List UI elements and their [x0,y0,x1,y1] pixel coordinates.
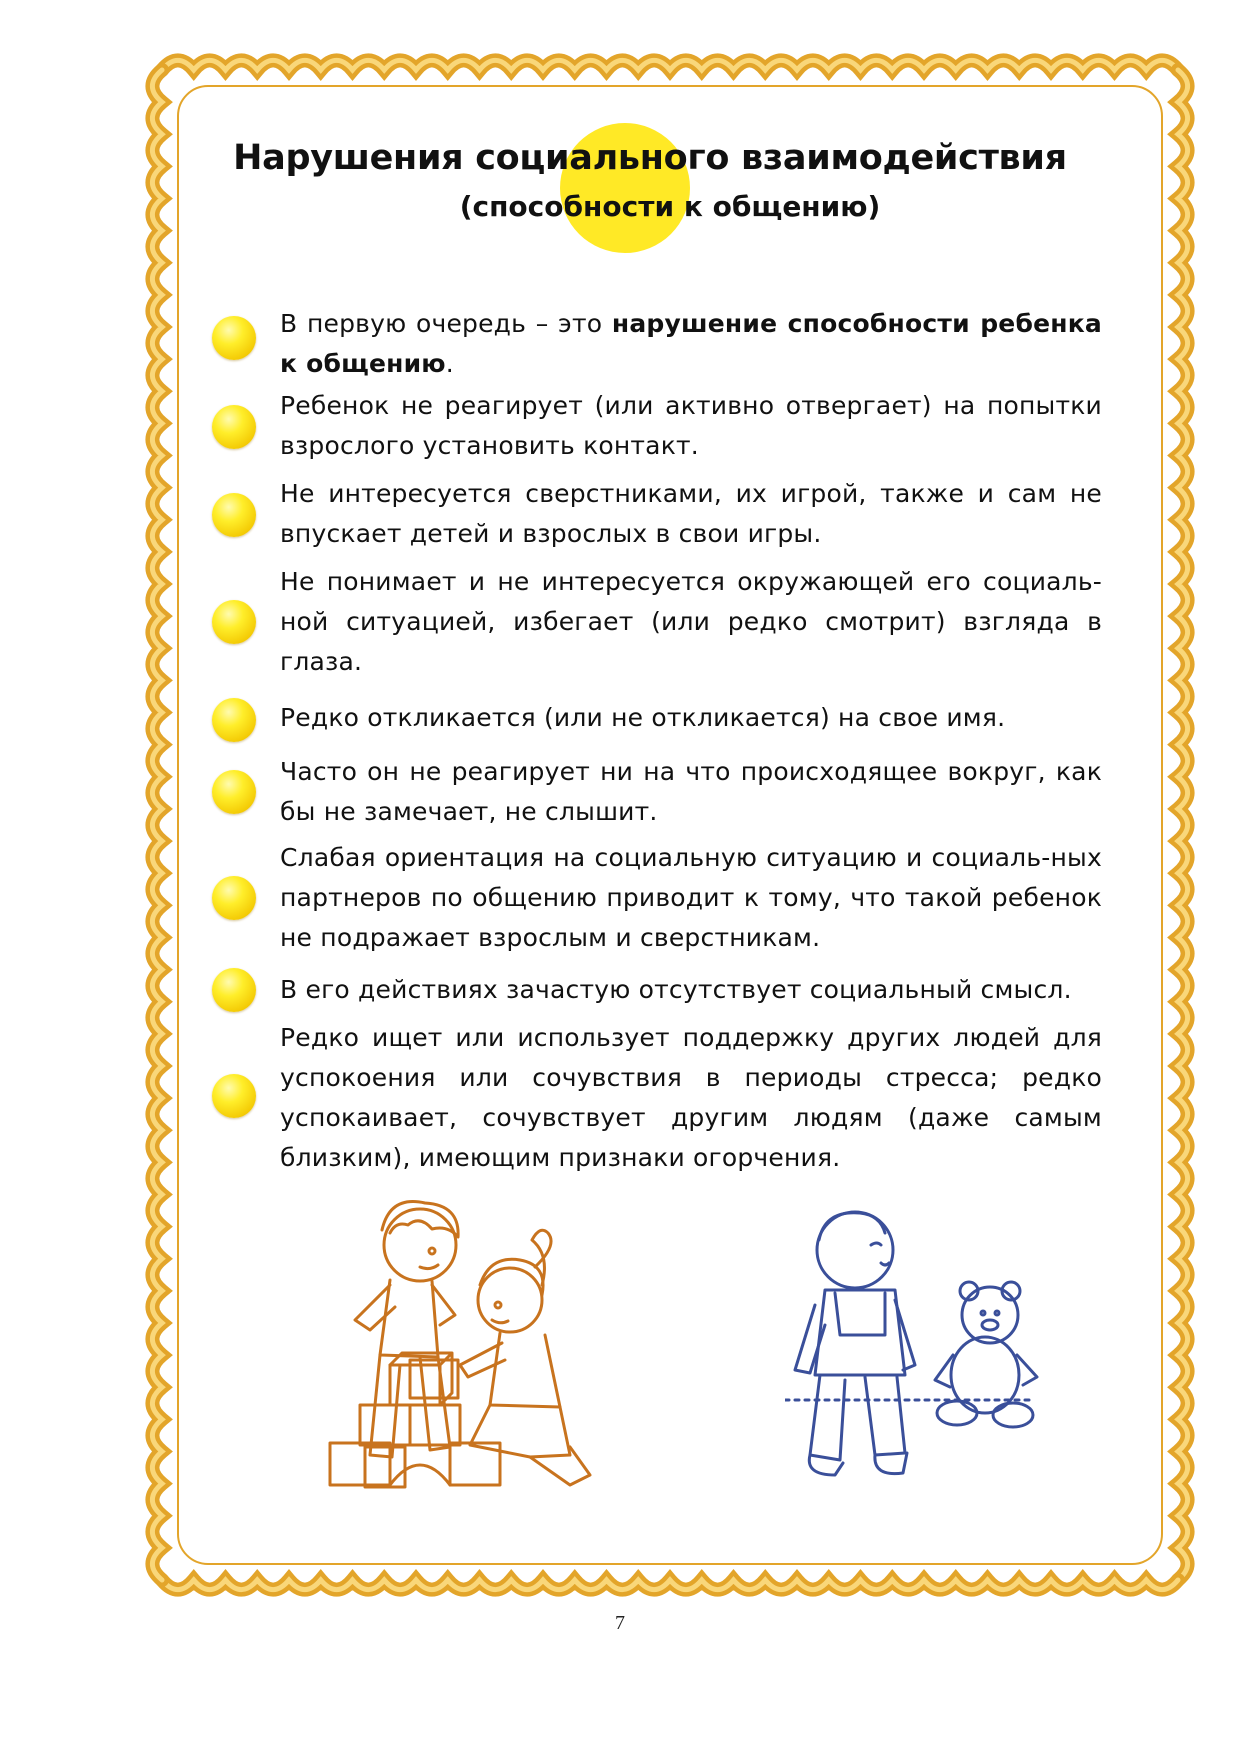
list-item: Слабая ориентация на социальную ситуацию и социаль-ных партнеров по общению приводит к тому, что такой ребенок не подражает взрослым и сверстникам. [280,843,1102,952]
list-item: Часто он не реагирует ни на что происходящее вокруг, как бы не замечает, не слышит. [280,757,1102,826]
list-item: В первую очередь – это нарушение способности ребенка к общению. [280,309,1102,378]
bullet-dot [212,968,256,1012]
bullet-dot [212,770,256,814]
bullet-dot [212,405,256,449]
bullet-dot [212,876,256,920]
list-item: В его действиях зачастую отсутствует социальный смысл. [280,975,1072,1004]
page-title: Нарушения социального взаимодействия [233,138,1067,178]
bullet-dot [212,698,256,742]
bullet-dot [212,316,256,360]
list-item: Ребенок не реагирует (или активно отвергает) на попытки взрослого установить контакт. [280,391,1102,460]
list-item: Редко откликается (или не откликается) на свое имя. [280,703,1006,732]
bullet-dot [212,600,256,644]
list-item: Не понимает и не интересуется окружающей его социаль-ной ситуацией, избегает (или редко смотрит) взгляда в глаза. [280,567,1102,676]
bullet-dot [212,1074,256,1118]
children-playing-blocks-illustration [320,1185,620,1500]
list-item: Редко ищет или использует поддержку других людей для успокоения или сочувствия в периоды стресса; редко успокаивает, сочувствует другим людям (даже самым близким), имеющим признаки огорчения. [280,1023,1102,1172]
page-subtitle: (способности к общению) [459,190,881,223]
bullet-dot [212,493,256,537]
list-item: Не интересуется сверстниками, их игрой, также и сам не впускает детей и взрослых в свои игры. [280,479,1102,548]
page-number: 7 [615,1612,625,1634]
child-with-teddy-bear-illustration [785,1205,1045,1505]
